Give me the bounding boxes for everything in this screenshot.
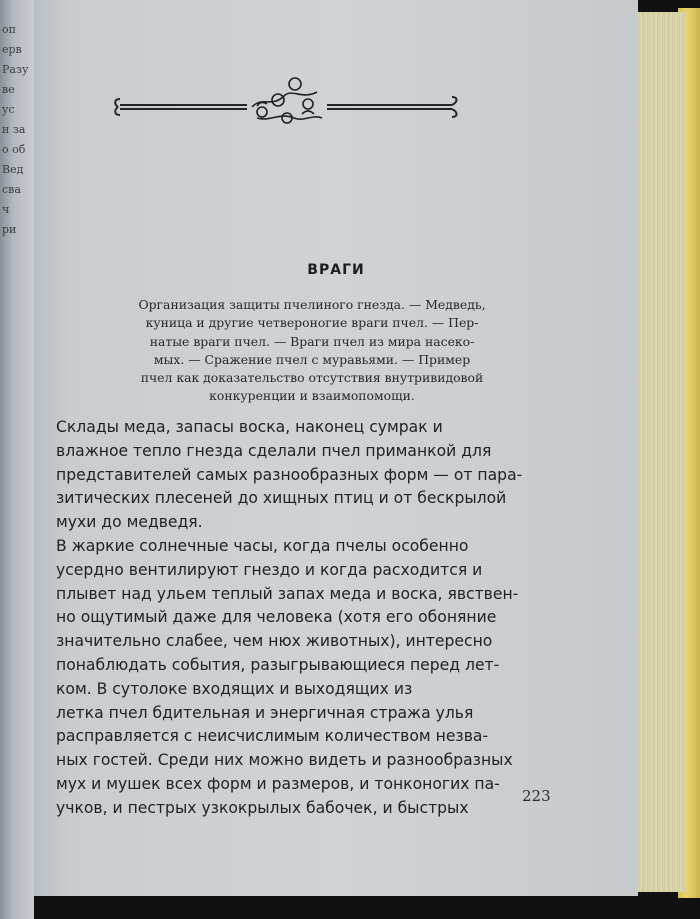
body-line: мухи до медведя.	[56, 513, 203, 532]
ornament-divider-icon	[112, 74, 462, 134]
left-page-fragment: сва	[2, 183, 21, 196]
body-line: ных гостей. Среди них можно видеть и разнообразных	[56, 751, 513, 770]
body-line: летка пчел бдительная и энергичная стража улья	[56, 703, 474, 722]
body-text	[56, 416, 552, 821]
left-page-fragment: о об	[2, 143, 26, 156]
body-line: плывет над ульем теплый запах меда и воска, явствен-	[56, 584, 519, 603]
left-page-fragment: ерв	[2, 43, 22, 56]
body-line: зитических плесеней до хищных птиц и от бескрылой	[56, 489, 507, 508]
left-page-text	[2, 20, 32, 240]
body-line: значительно слабее, чем нюх животных), интересно	[56, 632, 493, 651]
left-page-fragment: ус	[2, 103, 15, 116]
summary-line: Организация защиты пчелиного гнезда. — Медведь,	[138, 297, 486, 312]
chapter-summary	[72, 296, 552, 406]
body-line: расправляется с неисчислимым количеством незва-	[56, 727, 489, 746]
left-page	[0, 0, 34, 919]
book-page	[34, 0, 638, 896]
left-page-fragment: ри	[2, 223, 17, 236]
left-page-fragment: Вед	[2, 163, 24, 176]
summary-line: пчел как доказательство отсутствия внутривидовой	[140, 370, 484, 386]
body-line: Склады меда, запасы воска, наконец сумрак и	[56, 418, 443, 436]
body-line: усердно вентилируют гнездо и когда расходится и	[56, 560, 483, 579]
left-page-fragment: н за	[2, 123, 26, 136]
body-line: влажное тепло гнезда сделали пчел приманкой для	[56, 441, 492, 460]
left-page-fragment: ве	[2, 83, 15, 96]
left-page-fragment: оп	[2, 23, 16, 36]
summary-line: натые враги пчел. — Враги пчел из мира насеко-	[149, 333, 475, 349]
summary-line: мых. — Сражение пчел с муравьями. — Пример	[153, 351, 471, 367]
body-line: но ощутимый даже для человека (хотя его обоняние	[56, 608, 497, 627]
page-number: 223	[522, 787, 551, 805]
body-line: мух и мушек всех форм и размеров, и тонконогих па-	[56, 774, 500, 793]
summary-line: конкуренции и взаимопомощи.	[209, 388, 415, 404]
body-line: В жаркие солнечные часы, когда пчелы особенно	[56, 536, 469, 555]
body-line: представителей самых разнообразных форм — от пара-	[56, 465, 523, 484]
chapter-title: ВРАГИ	[307, 262, 365, 278]
summary-line: куница и другие четвероногие враги пчел. — Пер-	[145, 315, 479, 331]
left-page-fragment: ч	[2, 203, 10, 216]
body-line: понаблюдать события, разыгрывающиеся перед лет-	[56, 655, 500, 674]
left-page-fragment: Разу	[2, 63, 29, 76]
body-line: учков, и пестрых узкокрылых бабочек, и быстрых	[56, 798, 469, 817]
body-line: ком. В сутолоке входящих и выходящих из	[56, 679, 413, 698]
